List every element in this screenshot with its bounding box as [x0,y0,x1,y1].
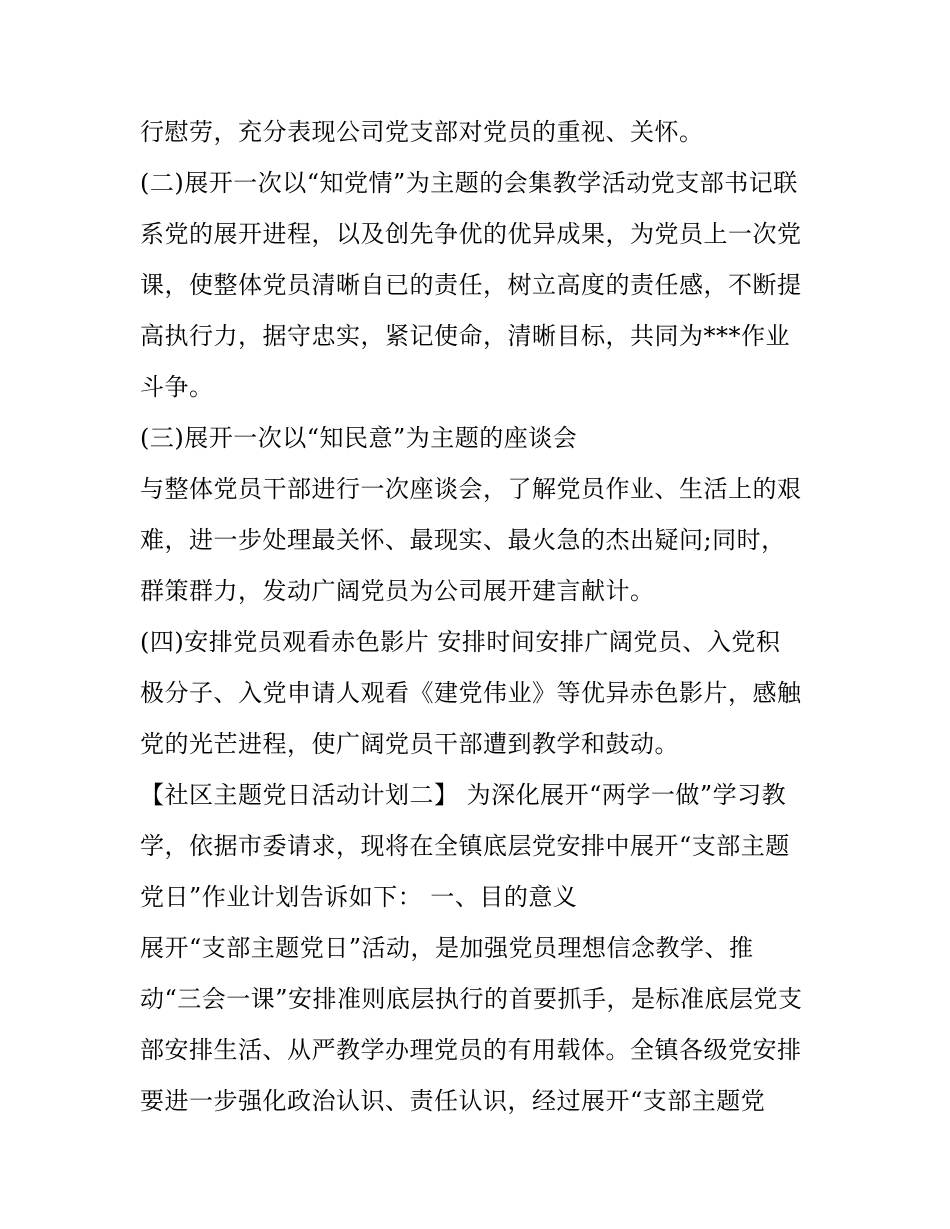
text-line: 动“三会一课”安排准则底层执行的首要抓手，是标准底层党支 [140,985,803,1013]
document-body [140,107,820,1127]
text-line: 斗争。 [140,373,214,401]
text-line: (二)展开一次以“知党情”为主题的会集教学活动党支部书记联 [140,169,798,197]
text-line: 学，依据市委请求，现将在全镇底层党安排中展开“支部主题 [140,832,790,860]
text-line: 与整体党员干部进行一次座谈会，了解党员作业、生活上的艰 [140,475,802,503]
text-line: 【社区主题党日活动计划二】 为深化展开“两学一做”学习教 [140,781,787,809]
text-line: 部安排生活、从严教学办理党员的有用载体。全镇各级党安排 [140,1036,802,1064]
text-line: 行慰劳，充分表现公司党支部对党员的重视、关怀。 [140,118,704,146]
text-line: 高执行力，据守忠实，紧记使命，清晰目标，共同为***作业 [140,322,790,350]
text-line: 党日”作业计划告诉如下： 一、目的意义 [140,883,578,911]
text-line: 群策群力，发动广阔党员为公司展开建言献计。 [140,577,655,605]
text-line: 系党的展开进程，以及创先争优的优异成果，为党员上一次党 [140,220,802,248]
text-line: 党的光芒进程，使广阔党员干部遭到教学和鼓动。 [140,730,679,758]
text-line: 课，使整体党员清晰自已的责任，树立高度的责任感，不断提 [140,271,802,299]
text-line: 展开“支部主题党日”活动，是加强党员理想信念教学、推 [140,934,754,962]
text-line: 要进一步强化政治认识、责任认识，经过展开“支部主题党 [140,1087,766,1115]
text-line: (四)安排党员观看赤色影片 安排时间安排广阔党员、入党积 [140,628,781,656]
text-line: 难，进一步处理最关怀、最现实、最火急的杰出疑问;同时， [140,526,786,554]
text-line: (三)展开一次以“知民意”为主题的座谈会 [140,424,578,452]
text-line: 极分子、入党申请人观看《建党伟业》等优异赤色影片，感触 [140,679,802,707]
